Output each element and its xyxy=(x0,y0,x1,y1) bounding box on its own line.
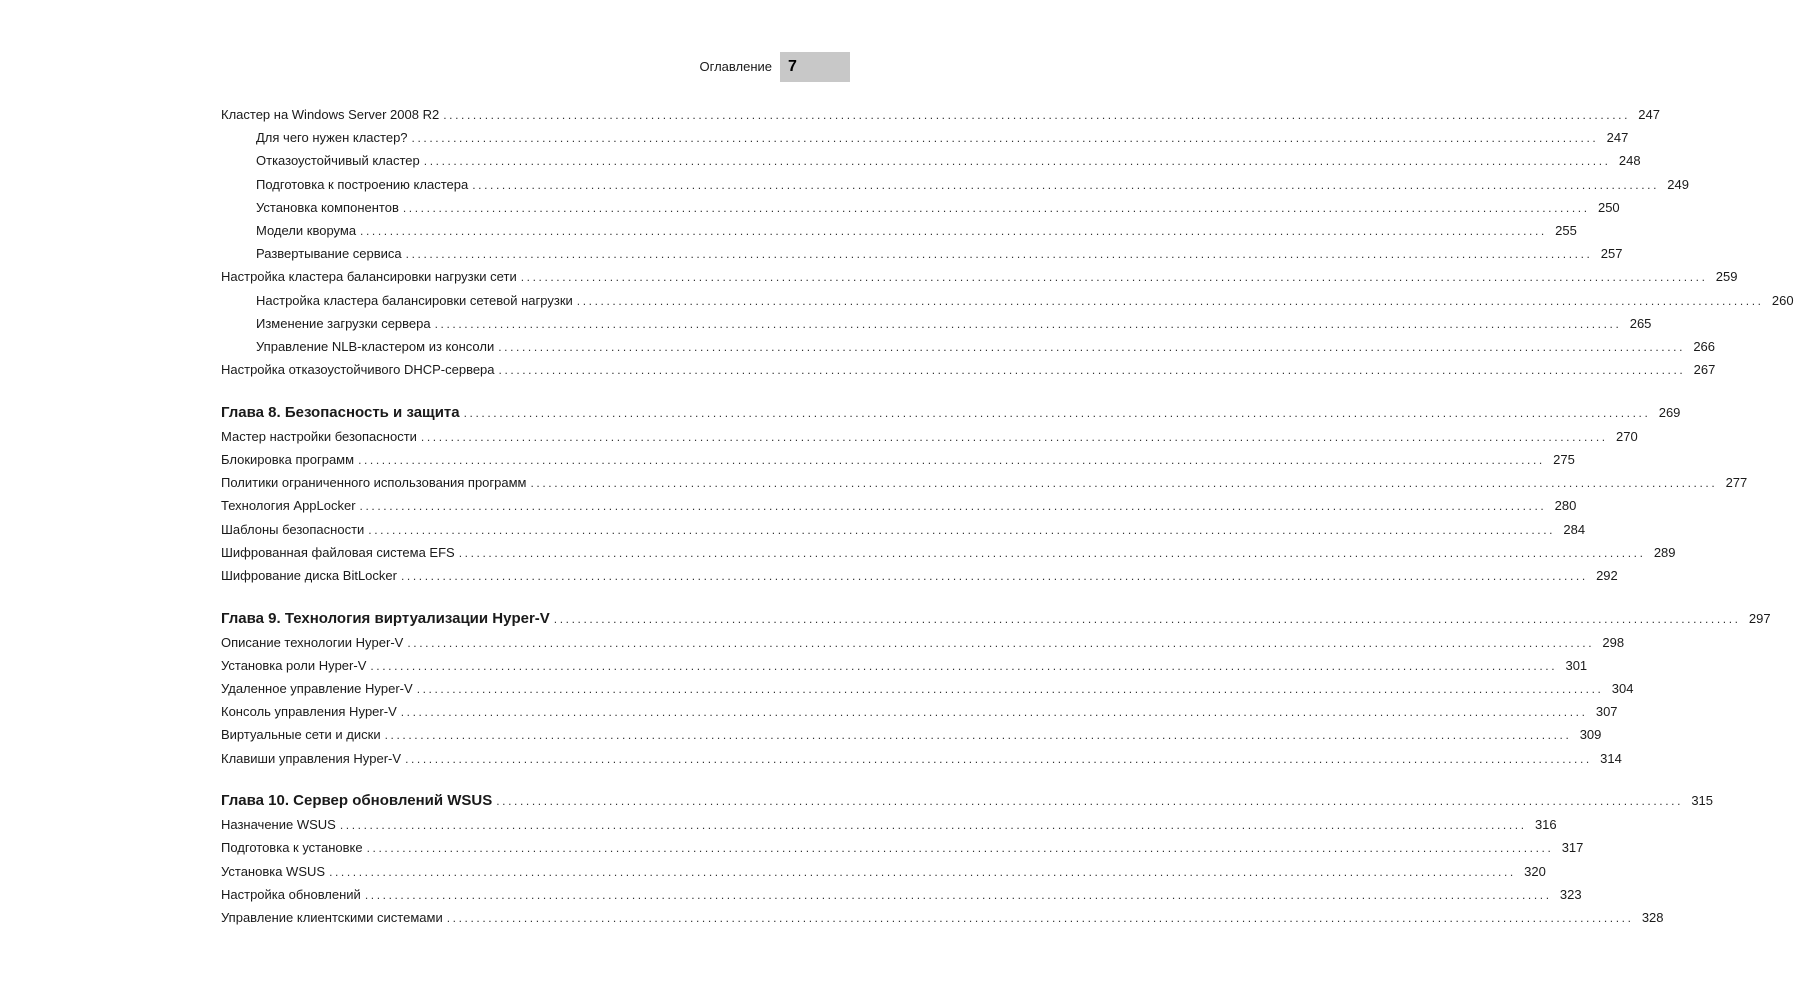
toc-entry-title xyxy=(221,401,460,425)
toc-entry-title: Настройка кластера балансировки нагрузки сети xyxy=(221,269,517,285)
dot-leader: ........................................................................................................................................................................................................ xyxy=(366,841,1554,856)
toc-entry-page: 266 xyxy=(1693,338,1716,354)
page-number: 7 xyxy=(788,58,797,75)
toc-entry-page: 316 xyxy=(1534,817,1557,833)
toc-entry-title xyxy=(221,789,492,813)
toc-entry-page: 247 xyxy=(1606,130,1629,146)
toc-entry-page: 304 xyxy=(1611,680,1634,696)
toc-entry[interactable] xyxy=(221,358,1716,381)
page-header xyxy=(678,52,850,82)
dot-leader: ........................................................................................................................................................................................................ xyxy=(368,522,1556,537)
dot-leader: ........................................................................................................................................................................................................ xyxy=(358,452,1545,467)
page-number-tab xyxy=(780,52,850,82)
toc-entry[interactable] xyxy=(221,747,1622,770)
dot-leader: ........................................................................................................................................................................................................ xyxy=(407,635,1595,650)
chapter-title: Безопасность и защита xyxy=(280,403,460,421)
toc-entry-title: Шаблоны безопасности xyxy=(221,521,365,537)
dot-leader: ........................................................................................................................................................................................................ xyxy=(446,910,1634,925)
chapter-title: Технология виртуализации Hyper-V xyxy=(280,609,550,627)
toc-entry-page: 315 xyxy=(1691,793,1714,809)
dot-leader: ........................................................................................................................................................................................................ xyxy=(443,108,1630,122)
toc-entry-title: Отказоустойчивый кластер xyxy=(256,153,420,169)
toc-entry[interactable] xyxy=(221,219,1577,242)
toc-entry-title: Установка компонентов xyxy=(256,199,399,215)
toc-entry[interactable] xyxy=(221,906,1664,929)
dot-leader: ........................................................................................................................................................................................................ xyxy=(520,270,1708,285)
toc-entry-title: Удаленное управление Hyper-V xyxy=(221,680,413,696)
toc-entry[interactable] xyxy=(221,425,1638,448)
toc-entry-page: 314 xyxy=(1600,750,1622,766)
chapter-title: Сервер обновлений WSUS xyxy=(289,792,493,810)
toc-entry-page: 298 xyxy=(1602,634,1625,650)
toc-entry-title: Мастер настройки безопасности xyxy=(221,428,417,444)
chapter-label: Глава 10. xyxy=(221,792,290,810)
table-of-contents xyxy=(221,103,1794,929)
toc-entry-title: Развертывание сервиса xyxy=(256,246,402,262)
dot-leader: ........................................................................................................................................................................................................ xyxy=(364,887,1552,902)
dot-leader: ........................................................................................................................................................................................................ xyxy=(339,818,1527,833)
toc-entry-title: Управление клиентскими системами xyxy=(221,909,443,925)
toc-entry[interactable] xyxy=(221,196,1620,219)
toc-entry[interactable] xyxy=(221,471,1748,494)
chapter-label: Глава 9. xyxy=(221,609,281,627)
toc-entry[interactable] xyxy=(221,265,1738,288)
toc-entry-title: Кластер на Windows Server 2008 R2 xyxy=(221,107,440,122)
toc-entry-page: 320 xyxy=(1524,863,1546,879)
dot-leader: ........................................................................................................................................................................................................ xyxy=(405,247,1593,262)
toc-entry[interactable] xyxy=(221,860,1546,883)
toc-entry-title: Консоль управления Hyper-V xyxy=(221,704,397,720)
toc-entry[interactable] xyxy=(221,631,1625,654)
toc-chapter-entry[interactable] xyxy=(221,607,1771,631)
toc-entry-page: 309 xyxy=(1579,727,1602,743)
toc-entry-title xyxy=(221,607,550,631)
toc-entry[interactable] xyxy=(221,518,1586,541)
toc-entry[interactable] xyxy=(221,723,1602,746)
toc-entry-title: Виртуальные сети и диски xyxy=(221,727,381,743)
toc-entry-page: 260 xyxy=(1771,292,1794,308)
toc-entry-title: Подготовка к построению кластера xyxy=(256,176,469,192)
dot-leader: ........................................................................................................................................................................................................ xyxy=(405,751,1592,766)
dot-leader: ........................................................................................................................................................................................................ xyxy=(498,363,1686,378)
toc-entry[interactable] xyxy=(221,103,1660,126)
toc-entry-page: 259 xyxy=(1715,269,1738,285)
dot-leader: ........................................................................................................................................................................................................ xyxy=(402,200,1590,215)
toc-entry[interactable] xyxy=(221,654,1588,677)
toc-entry-page: 270 xyxy=(1616,428,1638,444)
section-title: Оглавление xyxy=(699,59,772,74)
toc-entry-title: Шифрованная файловая система EFS xyxy=(221,544,455,560)
toc-entry-page: 307 xyxy=(1595,704,1618,720)
toc-entry-page: 284 xyxy=(1563,521,1586,537)
toc-entry-page: 249 xyxy=(1667,176,1689,192)
toc-chapter-entry[interactable] xyxy=(221,789,1714,813)
section-gap xyxy=(221,770,773,790)
toc-entry-page: 247 xyxy=(1638,107,1660,122)
toc-entry-page: 277 xyxy=(1725,475,1748,491)
dot-leader: ........................................................................................................................................................................................................ xyxy=(411,131,1599,146)
toc-entry-page: 292 xyxy=(1596,567,1618,583)
dot-leader: ........................................................................................................................................................................................................ xyxy=(370,658,1558,673)
toc-entry-page: 301 xyxy=(1565,657,1588,673)
toc-entry-page: 257 xyxy=(1600,246,1623,262)
section-gap xyxy=(221,587,773,607)
dot-leader: ........................................................................................................................................................................................................ xyxy=(498,339,1686,354)
dot-leader: ........................................................................................................................................................................................................ xyxy=(360,223,1547,238)
toc-entry[interactable] xyxy=(221,448,1575,471)
dot-leader: ........................................................................................................................................................................................................ xyxy=(359,499,1547,514)
toc-entry[interactable] xyxy=(221,126,1629,149)
toc-entry-page: 255 xyxy=(1555,222,1577,238)
toc-entry-title: Для чего нужен кластер? xyxy=(256,130,408,146)
toc-entry-title: Политики ограниченного использования программ xyxy=(221,475,527,491)
toc-entry-title: Управление NLB-кластером из консоли xyxy=(256,338,495,354)
dot-leader: ........................................................................................................................................................................................................ xyxy=(458,545,1646,560)
toc-entry-page: 297 xyxy=(1748,610,1771,626)
dot-leader: ........................................................................................................................................................................................................ xyxy=(400,705,1588,720)
toc-chapter-entry[interactable] xyxy=(221,401,1681,425)
toc-entry[interactable] xyxy=(221,813,1557,836)
toc-entry-title: Назначение WSUS xyxy=(221,817,336,833)
toc-entry-page: 265 xyxy=(1629,315,1652,331)
toc-entry-title: Клавиши управления Hyper-V xyxy=(221,750,402,766)
dot-leader: ........................................................................................................................................................................................................ xyxy=(434,316,1622,331)
toc-entry[interactable] xyxy=(221,494,1577,517)
toc-entry[interactable] xyxy=(221,836,1584,859)
toc-entry-page: 248 xyxy=(1618,153,1641,169)
toc-entry-title: Установка WSUS xyxy=(221,863,326,879)
dot-leader: ........................................................................................................................................................................................................ xyxy=(553,611,1741,626)
toc-entry[interactable] xyxy=(221,564,1618,587)
dot-leader: ........................................................................................................................................................................................................ xyxy=(530,476,1718,491)
dot-leader: ........................................................................................................................................................................................................ xyxy=(576,293,1764,308)
toc-entry-page: 275 xyxy=(1553,451,1575,467)
toc-entry-title: Подготовка к установке xyxy=(221,840,363,856)
dot-leader: ........................................................................................................................................................................................................ xyxy=(329,864,1516,879)
dot-leader: ........................................................................................................................................................................................................ xyxy=(384,728,1572,743)
toc-entry-page: 267 xyxy=(1693,362,1716,378)
toc-entry[interactable] xyxy=(221,173,1689,196)
toc-entry[interactable] xyxy=(221,289,1794,312)
dot-leader: ........................................................................................................................................................................................................ xyxy=(400,568,1588,583)
toc-entry-title: Настройка обновлений xyxy=(221,886,361,902)
toc-entry[interactable] xyxy=(221,883,1582,906)
toc-entry[interactable] xyxy=(221,242,1623,265)
toc-entry[interactable] xyxy=(221,149,1641,172)
toc-entry-title: Описание технологии Hyper-V xyxy=(221,634,404,650)
toc-entry-title: Настройка отказоустойчивого DHCP-сервера xyxy=(221,362,495,378)
dot-leader: ........................................................................................................................................................................................................ xyxy=(416,681,1604,696)
dot-leader: ........................................................................................................................................................................................................ xyxy=(472,177,1659,192)
toc-entry-title: Технология AppLocker xyxy=(221,498,356,514)
dot-leader: ........................................................................................................................................................................................................ xyxy=(420,429,1608,444)
toc-entry-title: Модели кворума xyxy=(256,222,357,238)
toc-entry-page: 328 xyxy=(1641,909,1664,925)
toc-entry[interactable] xyxy=(221,677,1634,700)
toc-entry-page: 280 xyxy=(1554,498,1577,514)
dot-leader: ........................................................................................................................................................................................................ xyxy=(463,405,1651,420)
toc-entry-title: Шифрование диска BitLocker xyxy=(221,567,397,583)
toc-entry-title: Установка роли Hyper-V xyxy=(221,657,367,673)
toc-entry-title: Настройка кластера балансировки сетевой нагрузки xyxy=(256,292,573,308)
toc-entry-page: 289 xyxy=(1653,544,1676,560)
toc-entry-page: 317 xyxy=(1561,840,1584,856)
toc-entry[interactable] xyxy=(221,335,1716,358)
toc-entry-page: 269 xyxy=(1658,404,1681,420)
toc-entry-page: 250 xyxy=(1597,199,1620,215)
dot-leader: ........................................................................................................................................................................................................ xyxy=(496,794,1684,809)
dot-leader: ........................................................................................................................................................................................................ xyxy=(423,154,1611,169)
toc-entry[interactable] xyxy=(221,700,1618,723)
toc-entry[interactable] xyxy=(221,541,1676,564)
toc-entry-title: Изменение загрузки сервера xyxy=(256,315,431,331)
chapter-label: Глава 8. xyxy=(221,403,281,421)
toc-entry-page: 323 xyxy=(1559,886,1582,902)
section-gap xyxy=(221,381,773,401)
toc-entry-title: Блокировка программ xyxy=(221,451,355,467)
toc-entry[interactable] xyxy=(221,312,1652,335)
